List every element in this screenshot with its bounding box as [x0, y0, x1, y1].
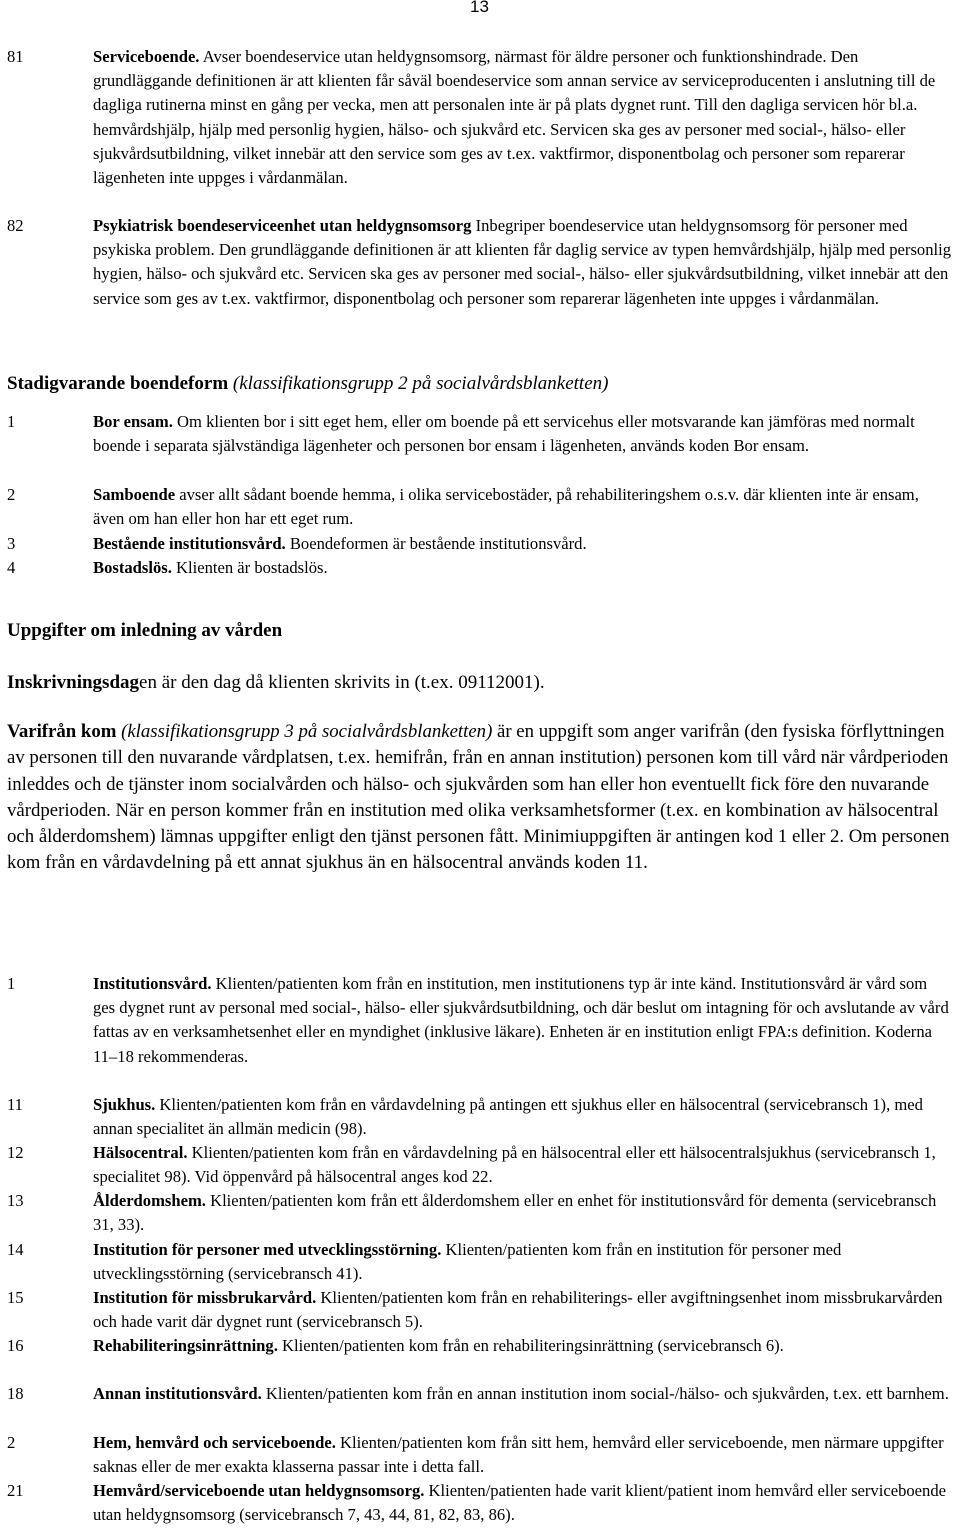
item-number: 81: [7, 47, 24, 66]
page-number: 13: [470, 0, 489, 16]
section-heading-text: Uppgifter om inledning av vården: [7, 620, 283, 641]
item-text: Klienten/patienten kom från ett ålderdomshem eller en enhet för institutionsvård för dementa (servicebransch 31, 33).: [93, 1191, 937, 1235]
item-term: Bostadslös.: [93, 558, 172, 577]
item-text: Klienten/patienten hade varit klient/patient inom hemvård eller serviceboende utan heldygnsomsorg (servicebransch 7, 43, 44, 81, 82, 83, 86).: [93, 1481, 946, 1525]
list-item: [7, 1238, 952, 1286]
item-term: Institution för personer med utvecklingsstörning.: [93, 1240, 442, 1259]
list-item: [7, 214, 952, 311]
item-term: Institutionsvård.: [93, 974, 212, 993]
item-text: Klienten/patienten kom från en vårdavdelning på en hälsocentral eller ett hälsocentralsjukhus (servicebransch 1, specialitet 98). Vid öppenvård på hälsocentral anges kod 22.: [93, 1143, 936, 1187]
item-number: 18: [7, 1384, 24, 1403]
item-text: Avser boendeservice utan heldygnsomsorg, närmast för äldre personer och funktionshindrade. Den grundläggande definitionen är att klienten får såväl boendeservice som annan service av serviceproducenten i anslutning till de dagliga rutinerna minst en gång per vecka, men att personalen inte är på plats dygnet runt. Till den dagliga servicen hör bl.a. hemvårdshjälp, hjälp med personlig hygien, hälso- och sjukvård etc. Servicen ska ges av personer med social-, hälso- eller sjukvårdsutbildning, vilket innebär att den service som ges av t.ex. vaktfirmor, disponentbolag och personer som reparerar lägenheten inte uppges i vårdanmälan.: [93, 47, 936, 188]
item-number: 13: [7, 1191, 24, 1210]
item-text: Klienten/patienten kom från en institution för personer med utvecklingsstörning (servicebransch 41).: [93, 1240, 842, 1284]
item-term: Annan institutionsvård.: [93, 1384, 262, 1403]
item-number: 15: [7, 1288, 24, 1307]
item-term: Hem, hemvård och serviceboende.: [93, 1433, 336, 1452]
item-text: Klienten/patienten kom från sitt hem, hemvård eller serviceboende, men närmare uppgifter saknas eller de mer exakta klasserna passar inte i detta fall.: [93, 1433, 944, 1477]
item-text: Klienten/patienten kom från en institution, men institutionens typ är inte känd. Institutionsvård är vård som ges dygnet runt av personal med social-, hälso- eller sjukvårdsutbildning, och där beslut om intagning för och avslutande av vård fattas av en verksamhetsenhet eller en myndighet (inklusive läkare). Enheten är en institution enligt FPA:s definition. Koderna 11–18 rekommenderas.: [93, 974, 949, 1066]
item-number: 82: [7, 216, 24, 235]
item-term: Ålderdomshem.: [93, 1191, 206, 1210]
item-term: Bor ensam.: [93, 412, 173, 431]
item-text: Klienten/patienten kom från en rehabiliteringsinrättning (servicebransch 6).: [277, 1336, 784, 1355]
list-item: [7, 532, 952, 556]
list-item: [7, 972, 952, 1069]
section-heading: [7, 618, 282, 644]
item-number: 11: [7, 1095, 23, 1114]
varifran-note: (klassifikationsgrupp 3 på socialvårdsblanketten): [121, 721, 493, 742]
list-item: [7, 1141, 952, 1189]
list-item: [7, 1286, 952, 1334]
item-term: Sjukhus.: [93, 1095, 156, 1114]
item-number: 14: [7, 1240, 24, 1259]
item-number: 12: [7, 1143, 24, 1162]
item-term: Serviceboende.: [93, 47, 200, 66]
item-number: 2: [7, 1433, 16, 1452]
item-number: 1: [7, 412, 16, 431]
varifran-paragraph: [7, 719, 953, 877]
list-item: [7, 1334, 952, 1358]
heading-note: (klassifikationsgrupp 2 på socialvårdsblanketten): [232, 373, 609, 394]
list-item: [7, 410, 952, 458]
list-item: [7, 1431, 952, 1479]
item-text: Klienten/patienten kom från en annan institution inom social-/hälso- och sjukvården, t.ex. ett barnhem.: [261, 1384, 949, 1403]
list-item: [7, 45, 952, 190]
item-term: Rehabiliteringsinrättning.: [93, 1336, 278, 1355]
item-number: 1: [7, 974, 16, 993]
inskrivning-term: Inskrivningsdag: [7, 672, 140, 693]
item-term: Samboende: [93, 485, 176, 504]
inskrivning-text: en är den dag då klienten skrivits in (t.ex. 09112001).: [139, 672, 545, 693]
item-text: Inbegriper boendeservice utan heldygnsomsorg för personer med psykiska problem. Den grundläggande definitionen är att klienten får daglig service av typen hemvårdshjälp, hjälp med personlig hygien, hälso- och sjukvård etc. Servicen ska ges av personer med social-, hälso- eller sjukvårdsutbildning, vilket innebär att den service som ges av t.ex. vaktfirmor, disponentbolag och personer som reparerar lägenheten inte uppges i vårdanmälan.: [93, 216, 952, 308]
inskrivning-paragraph: [7, 670, 953, 696]
item-term: Hälsocentral.: [93, 1143, 188, 1162]
varifran-text: är en uppgift som anger varifrån (den fysiska förflyttningen av personen till den nuvarande vårdplatsen, t.ex. hemifrån, från en annan institution) personen kom till vård när vårdperioden inleddes och de tjänster inom socialvården och hälso- och sjukvården som han eller hon eventuellt fick före den nuvarande vårdperioden. När en person kommer från en institution med olika verksamhetsformer (t.ex. en kombination av hälsocentral och ålderdomshem) lämnas uppgifter enligt den tjänst personen fått. Minimiuppgiften är antingen kod 1 eller 2. Om personen kom från en vårdavdelning på ett annat sjukhus än en hälsocentral används koden 11.: [7, 721, 950, 874]
item-number: 16: [7, 1336, 24, 1355]
item-term: Hemvård/serviceboende utan heldygnsomsorg.: [93, 1481, 425, 1500]
item-text: Klienten/patienten kom från en rehabiliterings- eller avgiftningsenhet inom missbrukarvården och hade varit där dygnet runt (servicebransch 5).: [93, 1288, 943, 1332]
varifran-term: Varifrån kom: [7, 721, 117, 742]
list-item: [7, 1479, 952, 1527]
item-term: Psykiatrisk boendeserviceenhet utan heldygnsomsorg: [93, 216, 472, 235]
heading-term: Stadigvarande boendeform: [7, 373, 229, 394]
item-text: avser allt sådant boende hemma, i olika servicebostäder, på rehabiliteringshem o.s.v. där klienten inte är ensam, även om han eller hon har ett eget rum.: [93, 485, 919, 529]
stadigvarande-heading: [7, 371, 608, 397]
item-text: Om klienten bor i sitt eget hem, eller om boende på ett servicehus eller motsvarande kan jämföras med normalt boende i separata självständiga lägenheter och personen bor ensam i lägenheten, används koden Bor ensam.: [93, 412, 915, 456]
item-term: Institution för missbrukarvård.: [93, 1288, 317, 1307]
item-term: Bestående institutionsvård.: [93, 534, 286, 553]
item-text: Boendeformen är bestående institutionsvård.: [285, 534, 587, 553]
item-number: 2: [7, 485, 16, 504]
list-item: [7, 483, 952, 531]
list-item: [7, 1189, 952, 1237]
list-item: [7, 1093, 952, 1141]
item-number: 4: [7, 558, 16, 577]
item-number: 3: [7, 534, 16, 553]
item-text: Klienten/patienten kom från en vårdavdelning på antingen ett sjukhus eller en hälsocentral (servicebransch 1), med annan specialitet än allmän medicin (98).: [93, 1095, 923, 1139]
list-item: [7, 1382, 952, 1406]
item-text: Klienten är bostadslös.: [171, 558, 328, 577]
list-item: [7, 556, 952, 580]
item-number: 21: [7, 1481, 24, 1500]
